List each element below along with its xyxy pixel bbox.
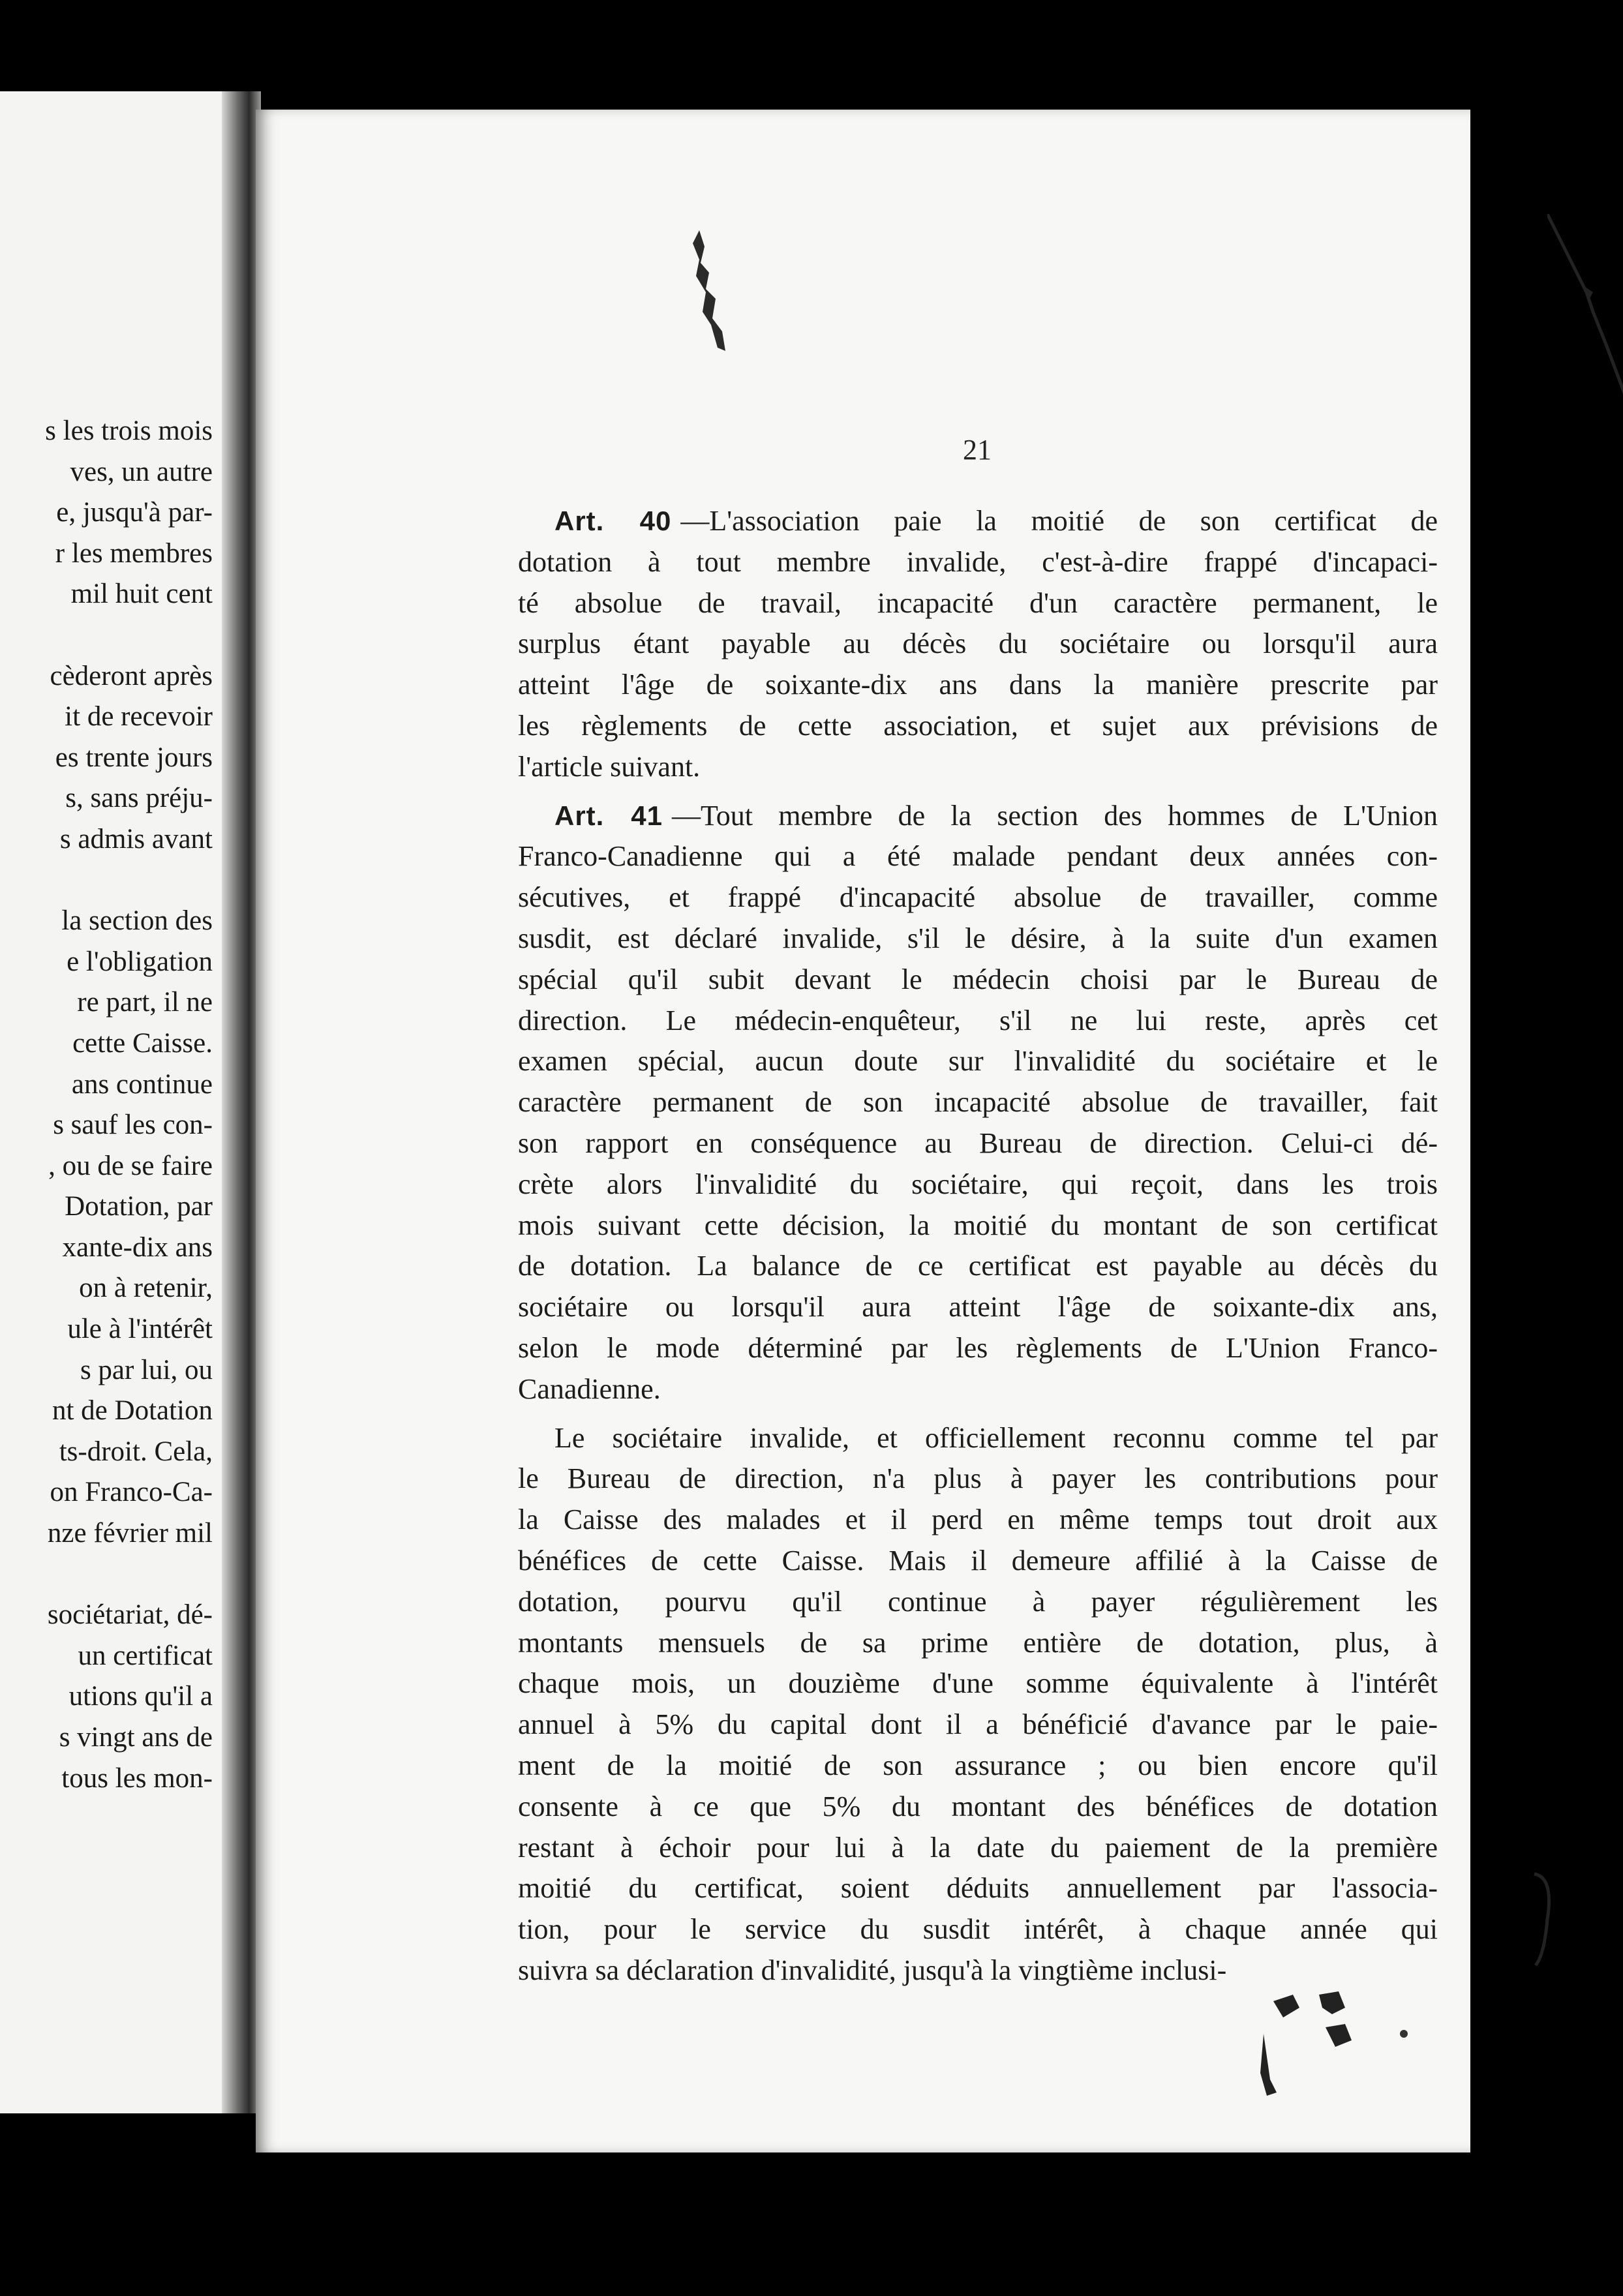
margin-bracket-mark xyxy=(1528,1871,1567,1969)
left-page-line: utions qu'il a xyxy=(68,1681,213,1712)
line-text: Canadienne. xyxy=(518,1372,661,1405)
text-line xyxy=(518,1082,1438,1123)
text-line xyxy=(518,836,1438,877)
left-page-text xyxy=(0,411,213,1799)
text-line xyxy=(518,501,1438,542)
line-text: —L'association paie la moitié de son certificat de xyxy=(680,505,1438,537)
left-page-line: s vingt ans de xyxy=(59,1722,213,1753)
line-text: l'article suivant. xyxy=(518,750,701,783)
line-text: restant à échoir pour lui à la date du paiement de la première xyxy=(518,1831,1438,1864)
line-text: ment de la moitié de son assurance ; ou bien encore qu'il xyxy=(518,1749,1438,1781)
text-line xyxy=(518,1164,1438,1205)
left-page-line: es trente jours xyxy=(55,742,213,773)
text-line xyxy=(518,706,1438,747)
left-page-line: it de recevoir xyxy=(65,701,213,733)
ink-stain-mark xyxy=(686,227,745,357)
line-text: sociétaire ou lorsqu'il aura atteint l'âge de soixante-dix ans, xyxy=(518,1291,1438,1323)
text-line xyxy=(518,1541,1438,1582)
line-text: bénéfices de cette Caisse. Mais il demeure affilié à la Caisse de xyxy=(518,1544,1438,1577)
article-label: Art. 41 xyxy=(554,800,663,831)
left-page-line: e, jusqu'à par- xyxy=(56,497,213,528)
line-text: crète alors l'invalidité du sociétaire, qui reçoit, dans les trois xyxy=(518,1168,1438,1200)
text-line xyxy=(518,1909,1438,1950)
line-text: tion, pour le service du susdit intérêt, à chaque année qui xyxy=(518,1913,1438,1946)
text-line xyxy=(518,1745,1438,1787)
line-text: les règlements de cette association, et sujet aux prévisions de xyxy=(518,709,1438,742)
article-label: Art. 40 xyxy=(554,506,672,536)
page-number: 21 xyxy=(963,434,992,466)
line-text: dotation à tout membre invalide, c'est-à-dire frappé d'incapaci- xyxy=(518,545,1438,578)
text-line xyxy=(518,1828,1438,1869)
line-text: suivra sa déclaration d'invalidité, jusqu'à la vingtième inclusi- xyxy=(518,1954,1227,1986)
article-41 xyxy=(518,796,1438,1410)
text-line xyxy=(518,1950,1438,1991)
line-text: Le sociétaire invalide, et officiellement reconnu comme tel par xyxy=(554,1421,1438,1454)
left-page-line: ts-droit. Cela, xyxy=(59,1436,213,1467)
text-line xyxy=(518,1287,1438,1328)
left-page-line: tous les mon- xyxy=(61,1762,213,1794)
text-line xyxy=(518,1246,1438,1287)
left-page-line: s, sans préju- xyxy=(65,783,213,814)
left-page-line: cette Caisse. xyxy=(72,1027,213,1059)
text-line xyxy=(518,1868,1438,1909)
left-page-line: e l'obligation xyxy=(67,946,213,977)
main-page xyxy=(256,110,1470,2152)
left-page-line: Dotation, par xyxy=(65,1191,213,1222)
line-text: chaque mois, un douzième d'une somme équivalente à l'intérêt xyxy=(518,1667,1438,1700)
text-line xyxy=(518,796,1438,837)
line-text: moitié du certificat, soient déduits annuellement par l'associa- xyxy=(518,1872,1438,1905)
text-line xyxy=(518,1328,1438,1369)
paragraph-invalid-member xyxy=(518,1418,1438,1991)
text-line xyxy=(518,665,1438,706)
left-page-line: nze février mil xyxy=(47,1518,213,1549)
left-page-line: on à retenir, xyxy=(79,1273,213,1304)
text-line xyxy=(518,1623,1438,1664)
text-line xyxy=(518,1458,1438,1500)
text-line xyxy=(518,542,1438,583)
line-text: sécutives, et frappé d'incapacité absolue de travailler, comme xyxy=(518,881,1438,914)
left-page-line: la section des xyxy=(61,905,213,937)
text-line xyxy=(518,959,1438,1001)
line-text: spécial qu'il subit devant le médecin choisi par le Bureau de xyxy=(518,963,1438,995)
left-page-line: s sauf les con- xyxy=(53,1110,213,1141)
left-page-line: sociétariat, dé- xyxy=(47,1599,213,1631)
text-line xyxy=(518,1787,1438,1828)
left-page-line: on Franco-Ca- xyxy=(50,1477,213,1508)
line-text: le Bureau de direction, n'a plus à payer les contributions pour xyxy=(518,1462,1438,1495)
text-line xyxy=(518,1369,1438,1410)
article-40 xyxy=(518,501,1438,788)
line-text: surplus étant payable au décès du sociétaire ou lorsqu'il aura xyxy=(518,627,1438,660)
left-page-line: s admis avant xyxy=(59,823,213,854)
left-page-line: un certificat xyxy=(78,1640,213,1671)
text-line xyxy=(518,1123,1438,1164)
text-line xyxy=(518,747,1438,788)
corner-crease-mark xyxy=(1547,214,1623,449)
line-text: examen spécial, aucun doute sur l'invalidité du sociétaire et le xyxy=(518,1045,1438,1078)
left-page-line: xante-dix ans xyxy=(62,1231,213,1263)
left-page-line: , ou de se faire xyxy=(48,1150,213,1181)
text-line xyxy=(518,1500,1438,1541)
text-line xyxy=(518,1418,1438,1459)
left-page-line xyxy=(0,615,213,656)
text-line xyxy=(518,583,1438,624)
text-line xyxy=(518,918,1438,959)
ink-blot-mark xyxy=(1254,1988,1449,2138)
line-text: susdit, est déclaré invalide, s'il le désire, à la suite d'un examen xyxy=(518,922,1438,954)
text-line xyxy=(518,1205,1438,1246)
line-text: dotation, pourvu qu'il continue à payer régulièrement les xyxy=(518,1585,1438,1618)
text-line xyxy=(518,1041,1438,1082)
text-line xyxy=(518,1663,1438,1704)
line-text: direction. Le médecin-enquêteur, s'il ne lui reste, après cet xyxy=(518,1004,1438,1036)
line-text: mois suivant cette décision, la moitié du montant de son certificat xyxy=(518,1209,1438,1241)
left-page-line: s les trois mois xyxy=(45,415,213,446)
line-text: atteint l'âge de soixante-dix ans dans la manière prescrite par xyxy=(518,669,1438,701)
left-page-line: re part, il ne xyxy=(77,987,213,1018)
left-facing-page xyxy=(0,91,235,2113)
left-page-line: s par lui, ou xyxy=(80,1354,213,1385)
line-text: la Caisse des malades et il perd en même temps tout droit aux xyxy=(518,1503,1438,1536)
line-text: de dotation. La balance de ce certificat est payable au décès du xyxy=(518,1250,1438,1282)
line-text: consente à ce que 5% du montant des bénéfices de dotation xyxy=(518,1790,1438,1822)
text-line xyxy=(518,1582,1438,1623)
left-page-line xyxy=(0,860,213,901)
line-text: —Tout membre de la section des hommes de L'Union xyxy=(671,799,1438,832)
line-text: son rapport en conséquence au Bureau de direction. Celui-ci dé- xyxy=(518,1126,1438,1159)
line-text: Franco-Canadienne qui a été malade pendant deux années con- xyxy=(518,840,1438,873)
text-line xyxy=(518,624,1438,665)
left-page-line: mil huit cent xyxy=(70,579,213,610)
text-line xyxy=(518,1001,1438,1042)
line-text: montants mensuels de sa prime entière de dotation, plus, à xyxy=(518,1626,1438,1659)
line-text: annuel à 5% du capital dont il a bénéficié d'avance par le paie- xyxy=(518,1708,1438,1741)
text-line xyxy=(518,1704,1438,1745)
left-page-line: r les membres xyxy=(55,537,213,569)
left-page-line: ans continue xyxy=(71,1068,213,1100)
text-line xyxy=(518,877,1438,918)
line-text: selon le mode déterminé par les règlements de L'Union Franco- xyxy=(518,1331,1438,1364)
left-page-line: cèderont après xyxy=(50,660,213,691)
page-body xyxy=(518,501,1438,1999)
left-page-line: ves, un autre xyxy=(70,456,213,487)
line-text: caractère permanent de son incapacité absolue de travailler, fait xyxy=(518,1086,1438,1119)
left-page-line: nt de Dotation xyxy=(52,1395,213,1427)
left-page-line: ule à l'intérêt xyxy=(67,1314,213,1345)
left-page-line xyxy=(0,1554,213,1595)
book-gutter xyxy=(222,91,261,2113)
line-text: té absolue de travail, incapacité d'un caractère permanent, le xyxy=(518,586,1438,619)
